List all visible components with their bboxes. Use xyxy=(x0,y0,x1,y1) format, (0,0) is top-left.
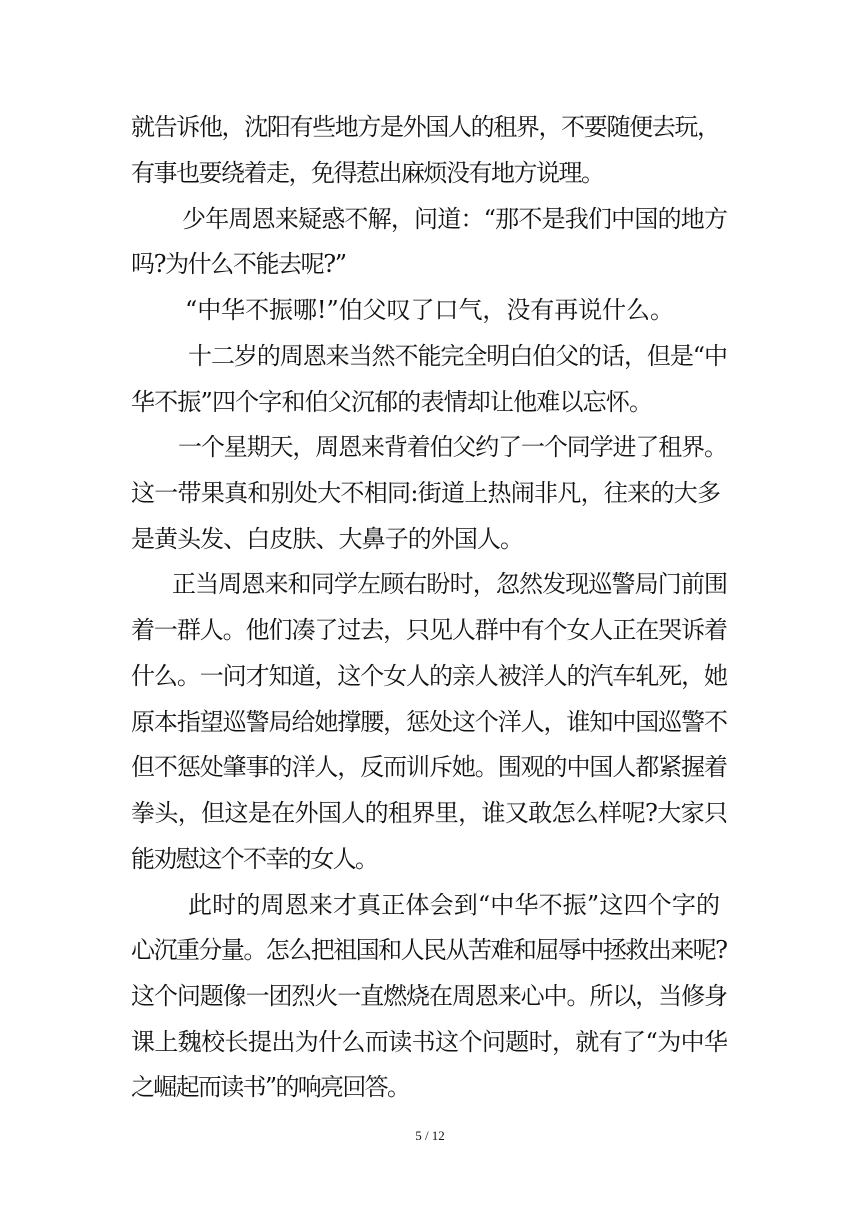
text-line: 是黄头发、白皮肤、大鼻子的外国人。 xyxy=(131,525,524,553)
text-line: 原本指望巡警局给她撑腰，惩处这个洋人，谁知中国巡警不 xyxy=(131,708,727,736)
text-line: 这一带果真和别处大不相同:街道上热闹非凡，往来的大多 xyxy=(131,479,721,507)
text-line: 吗?为什么不能去呢?” xyxy=(131,250,346,278)
text-line: 少年周恩来疑惑不解，问道：“那不是我们中国的地方 xyxy=(182,205,728,233)
text-line: 但不惩处肇事的洋人，反而训斥她。围观的中国人都紧握着 xyxy=(131,753,727,781)
text-line: 华不振”四个字和伯父沉郁的表情却让他难以忘怀。 xyxy=(131,388,653,416)
text-line: 正当周恩来和同学左顾右盼时，忽然发现巡警局门前围 xyxy=(172,570,728,598)
text-line: 一个星期天，周恩来背着伯父约了一个同学进了租界。 xyxy=(178,433,727,461)
text-line: 此时的周恩来才真正体会到“中华不振”这四个字的 xyxy=(188,891,721,919)
text-line: 心沉重分量。怎么把祖国和人民从苦难和屈辱中拯救出来呢? xyxy=(131,936,727,964)
text-line: 什么。一问才知道，这个女人的亲人被洋人的汽车轧死，她 xyxy=(131,662,727,690)
text-line: 着一群人。他们凑了过去，只见人群中有个女人正在哭诉着 xyxy=(131,616,727,644)
text-line: 这个问题像一团烈火一直燃烧在周恩来心中。所以，当修身 xyxy=(131,982,727,1010)
text-line: 能劝慰这个不幸的女人。 xyxy=(131,845,378,873)
text-line: 就告诉他，沈阳有些地方是外国人的租界，不要随便去玩， xyxy=(131,113,720,141)
text-line: 十二岁的周恩来当然不能完全明白伯父的话，但是“中 xyxy=(188,342,727,370)
page-number: 5 / 12 xyxy=(415,1128,445,1143)
text-line: 之崛起而读书”的响亮回答。 xyxy=(131,1073,410,1101)
text-line: 课上魏校长提出为什么而读书这个问题时，就有了“为中华 xyxy=(131,1028,728,1056)
text-line: “中华不振哪!”伯父叹了口气，没有再说什么。 xyxy=(185,296,674,324)
text-line: 拳头，但这是在外国人的租界里，谁又敢怎么样呢?大家只 xyxy=(131,799,728,827)
text-line: 有事也要绕着走，免得惹出麻烦没有地方说理。 xyxy=(131,159,604,187)
